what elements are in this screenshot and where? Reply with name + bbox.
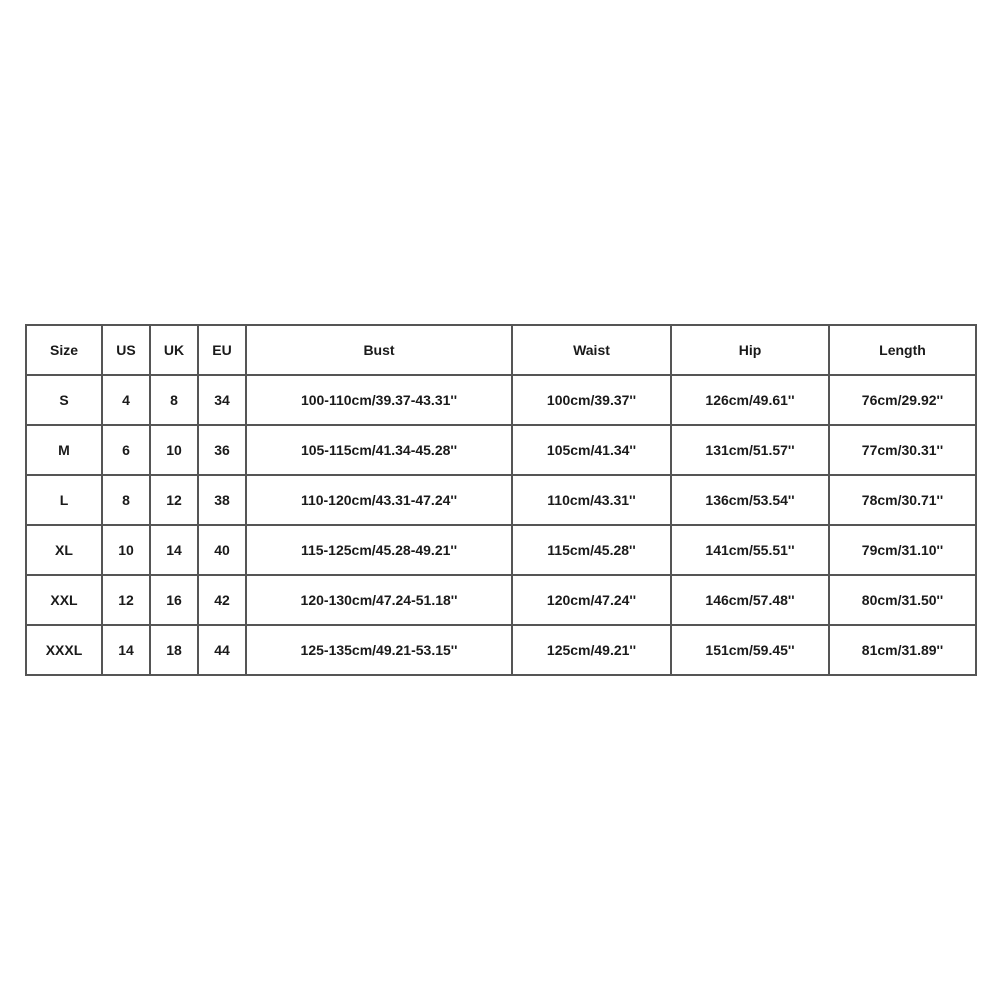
cell-size: S <box>26 375 102 425</box>
cell-hip: 151cm/59.45'' <box>671 625 829 675</box>
table-row <box>26 525 976 575</box>
table-row <box>26 625 976 675</box>
cell-uk: 8 <box>150 375 198 425</box>
header-uk: UK <box>150 325 198 375</box>
cell-hip: 131cm/51.57'' <box>671 425 829 475</box>
cell-bust: 105-115cm/41.34-45.28'' <box>246 425 512 475</box>
cell-size: L <box>26 475 102 525</box>
cell-eu: 36 <box>198 425 246 475</box>
cell-uk: 12 <box>150 475 198 525</box>
cell-eu: 40 <box>198 525 246 575</box>
header-us: US <box>102 325 150 375</box>
cell-hip: 146cm/57.48'' <box>671 575 829 625</box>
cell-eu: 38 <box>198 475 246 525</box>
cell-bust: 120-130cm/47.24-51.18'' <box>246 575 512 625</box>
header-hip: Hip <box>671 325 829 375</box>
cell-eu: 44 <box>198 625 246 675</box>
cell-length: 81cm/31.89'' <box>829 625 976 675</box>
cell-bust: 110-120cm/43.31-47.24'' <box>246 475 512 525</box>
cell-hip: 136cm/53.54'' <box>671 475 829 525</box>
cell-length: 78cm/30.71'' <box>829 475 976 525</box>
cell-length: 76cm/29.92'' <box>829 375 976 425</box>
cell-waist: 110cm/43.31'' <box>512 475 671 525</box>
table-row <box>26 475 976 525</box>
cell-hip: 126cm/49.61'' <box>671 375 829 425</box>
cell-size: M <box>26 425 102 475</box>
header-waist: Waist <box>512 325 671 375</box>
cell-eu: 34 <box>198 375 246 425</box>
cell-size: XXXL <box>26 625 102 675</box>
cell-size: XXL <box>26 575 102 625</box>
cell-size: XL <box>26 525 102 575</box>
cell-uk: 18 <box>150 625 198 675</box>
cell-us: 4 <box>102 375 150 425</box>
cell-waist: 115cm/45.28'' <box>512 525 671 575</box>
cell-waist: 100cm/39.37'' <box>512 375 671 425</box>
cell-bust: 115-125cm/45.28-49.21'' <box>246 525 512 575</box>
cell-length: 79cm/31.10'' <box>829 525 976 575</box>
cell-length: 77cm/30.31'' <box>829 425 976 475</box>
cell-us: 14 <box>102 625 150 675</box>
table-row <box>26 425 976 475</box>
cell-us: 10 <box>102 525 150 575</box>
cell-us: 6 <box>102 425 150 475</box>
table-header-row <box>26 325 976 375</box>
cell-waist: 105cm/41.34'' <box>512 425 671 475</box>
cell-us: 8 <box>102 475 150 525</box>
header-length: Length <box>829 325 976 375</box>
cell-us: 12 <box>102 575 150 625</box>
cell-uk: 16 <box>150 575 198 625</box>
cell-bust: 100-110cm/39.37-43.31'' <box>246 375 512 425</box>
table-row <box>26 575 976 625</box>
cell-uk: 14 <box>150 525 198 575</box>
cell-eu: 42 <box>198 575 246 625</box>
table-row <box>26 375 976 425</box>
size-chart-table <box>25 324 977 676</box>
header-eu: EU <box>198 325 246 375</box>
cell-bust: 125-135cm/49.21-53.15'' <box>246 625 512 675</box>
cell-hip: 141cm/55.51'' <box>671 525 829 575</box>
cell-uk: 10 <box>150 425 198 475</box>
cell-waist: 125cm/49.21'' <box>512 625 671 675</box>
header-size: Size <box>26 325 102 375</box>
header-bust: Bust <box>246 325 512 375</box>
cell-waist: 120cm/47.24'' <box>512 575 671 625</box>
cell-length: 80cm/31.50'' <box>829 575 976 625</box>
